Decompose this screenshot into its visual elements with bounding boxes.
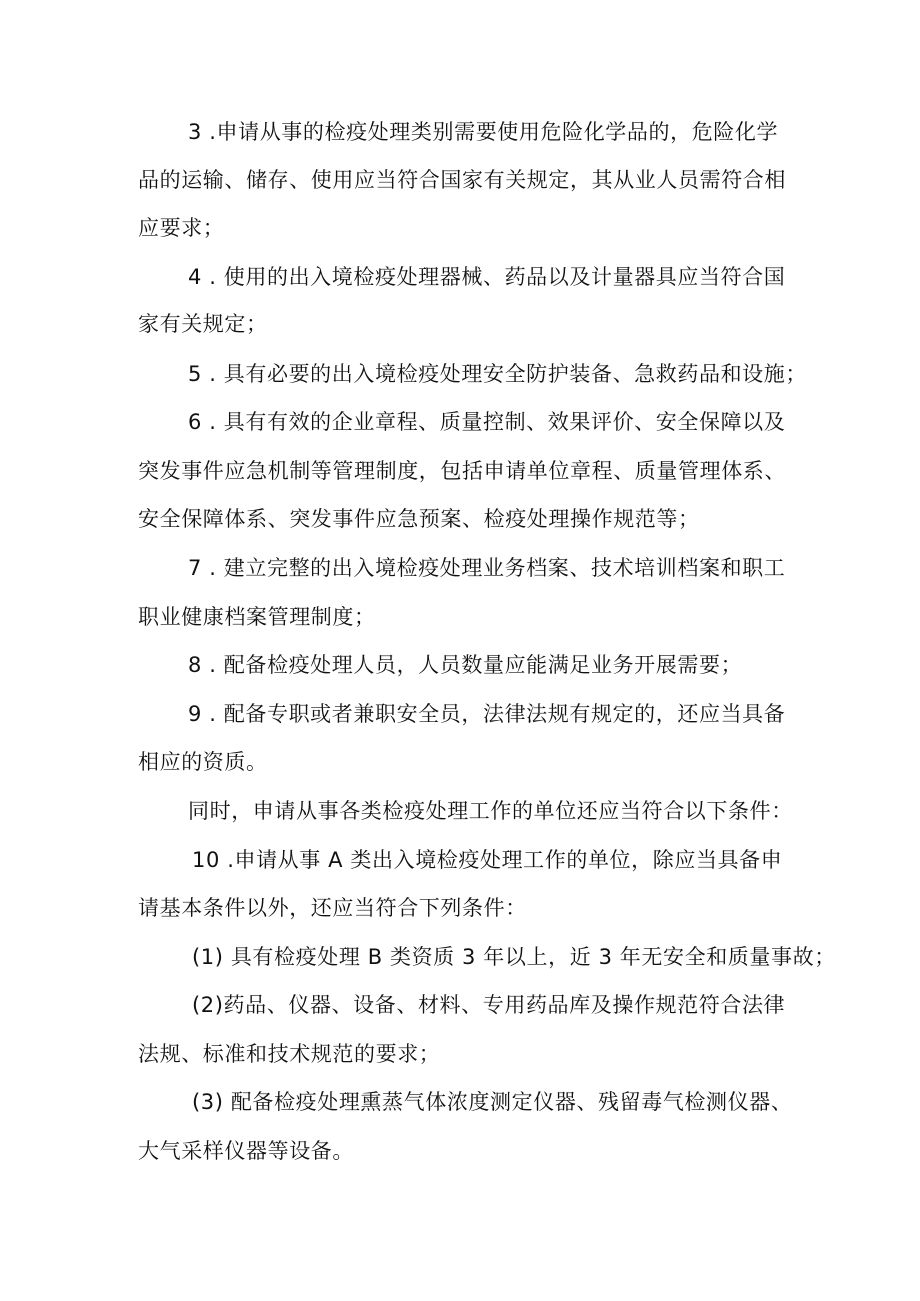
paragraph-6-line-1: 6 . 具有有效的企业章程、质量控制、效果评价、安全保障以及	[188, 410, 786, 434]
subitem-3-line-2: 大气采样仪器等设备。	[138, 1139, 354, 1163]
paragraph-9-line-1: 9 . 配备专职或者兼职安全员，法律法规有规定的，还应当具备	[188, 702, 786, 726]
subitem-3-line-1: (3) 配备检疫处理熏蒸气体浓度测定仪器、残留毒气检测仪器、	[192, 1090, 793, 1114]
paragraph-5-line-1: 5 . 具有必要的出入境检疫处理安全防护装备、急救药品和设施；	[188, 362, 807, 386]
paragraph-4-line-1: 4 . 使用的出入境检疫处理器械、药品以及计量器具应当符合国	[188, 265, 786, 289]
paragraph-3-line-2: 品的运输、储存、使用应当符合国家有关规定，其从业人员需符合相	[138, 168, 786, 192]
subitem-2-line-2: 法规、标准和技术规范的要求；	[138, 1042, 441, 1066]
paragraph-3-line-1: 3 .申请从事的检疫处理类别需要使用危险化学品的，危险化学	[188, 120, 779, 144]
paragraph-6-line-3: 安全保障体系、突发事件应急预案、检疫处理操作规范等；	[138, 507, 700, 531]
paragraph-conditions-intro: 同时，申请从事各类检疫处理工作的单位还应当符合以下条件：	[188, 799, 793, 823]
subitem-2-line-1: (2)药品、仪器、设备、材料、专用药品库及操作规范符合法律	[192, 993, 786, 1017]
paragraph-10-line-1: 10 .申请从事 A 类出入境检疫处理工作的单位，除应当具备申	[192, 848, 783, 872]
paragraph-3-line-3: 应要求；	[138, 216, 225, 240]
paragraph-8-line-1: 8 . 配备检疫处理人员，人员数量应能满足业务开展需要；	[188, 653, 743, 677]
paragraph-7-line-1: 7 . 建立完整的出入境检疫处理业务档案、技术培训档案和职工	[188, 556, 786, 580]
paragraph-4-line-2: 家有关规定；	[138, 312, 268, 336]
paragraph-7-line-2: 职业健康档案管理制度；	[138, 605, 376, 629]
paragraph-10-line-2: 请基本条件以外，还应当符合下列条件：	[138, 896, 527, 920]
subitem-1-line-1: (1) 具有检疫处理 B 类资质 3 年以上，近 3 年无安全和质量事故；	[192, 945, 836, 969]
paragraph-6-line-2: 突发事件应急机制等管理制度，包括申请单位章程、质量管理体系、	[138, 459, 786, 483]
paragraph-9-line-2: 相应的资质。	[138, 750, 268, 774]
